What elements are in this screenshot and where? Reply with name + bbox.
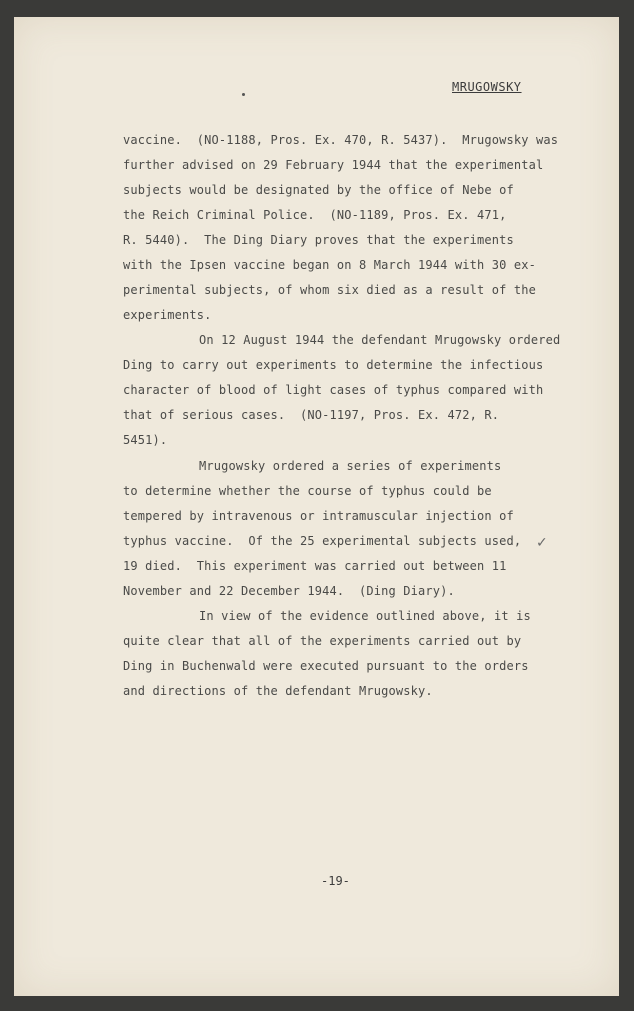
text-line: that of serious cases. (NO-1197, Pros. Ex. 472, R.: [123, 408, 500, 422]
text-line: to determine whether the course of typhus could be: [123, 484, 492, 498]
paragraph-first-line: On 12 August 1944 the defendant Mrugowsky ordered: [199, 333, 561, 347]
paragraph-first-line: Mrugowsky ordered a series of experiments: [199, 459, 502, 473]
text-line: perimental subjects, of whom six died as a result of the: [123, 283, 536, 297]
text-line: the Reich Criminal Police. (NO-1189, Pros. Ex. 471,: [123, 208, 507, 222]
text-line: and directions of the defendant Mrugowsky.: [123, 684, 433, 698]
text-line: typhus vaccine. Of the 25 experimental subjects used,: [123, 534, 522, 548]
text-line: Ding to carry out experiments to determine the infectious: [123, 358, 544, 372]
page-number: -19-: [321, 874, 350, 888]
text-line: quite clear that all of the experiments carried out by: [123, 634, 522, 648]
ink-speck: [242, 93, 245, 96]
text-line: R. 5440). The Ding Diary proves that the experiments: [123, 233, 514, 247]
text-line: 5451).: [123, 433, 168, 447]
text-line: 19 died. This experiment was carried out between 11: [123, 559, 507, 573]
text-line: subjects would be designated by the office of Nebe of: [123, 183, 514, 197]
handwritten-check-mark: ✓: [536, 535, 548, 551]
text-line: character of blood of light cases of typhus compared with: [123, 383, 544, 397]
text-line: tempered by intravenous or intramuscular injection of: [123, 509, 514, 523]
text-line: Ding in Buchenwald were executed pursuant to the orders: [123, 659, 529, 673]
paragraph-first-line: In view of the evidence outlined above, it is: [199, 609, 531, 623]
running-header: MRUGOWSKY: [452, 80, 522, 94]
text-line: November and 22 December 1944. (Ding Diary).: [123, 584, 455, 598]
text-line: with the Ipsen vaccine began on 8 March 1944 with 30 ex-: [123, 258, 536, 272]
text-line: vaccine. (NO-1188, Pros. Ex. 470, R. 5437). Mrugowsky was: [123, 133, 559, 147]
text-line: experiments.: [123, 308, 212, 322]
text-line: further advised on 29 February 1944 that the experimental: [123, 158, 544, 172]
